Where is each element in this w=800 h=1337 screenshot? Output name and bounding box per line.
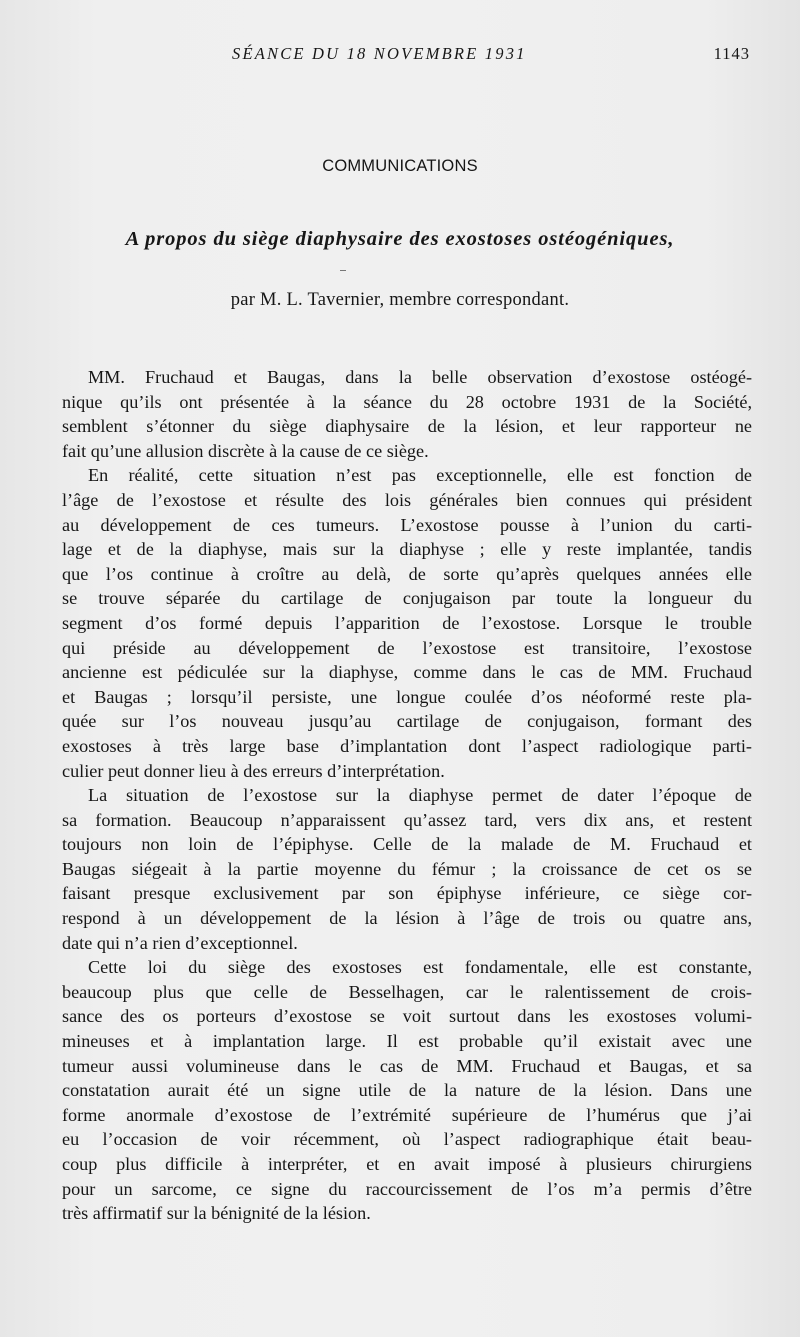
section-heading: COMMUNICATIONS: [322, 157, 478, 175]
text-line: fait qu’une allusion discrète à la cause de ce siège.: [62, 440, 429, 461]
text-line: se trouve séparée du cartilage de conjugaison par toute la longueur du: [62, 588, 752, 609]
text-line: culier peut donner lieu à des erreurs d’interprétation.: [62, 760, 445, 781]
text-line: tumeur aussi volumineuse dans le cas de MM. Fruchaud et Baugas, et sa: [62, 1055, 752, 1076]
text-line: faisant presque exclusivement par son épiphyse inférieure, ce siège cor-: [62, 883, 752, 904]
text-line: segment d’os formé depuis l’apparition de l’exostose. Lorsque le trouble: [62, 612, 752, 633]
text-line: En réalité, cette situation n’est pas exceptionnelle, elle est fonction de: [88, 465, 752, 486]
paragraph: [62, 463, 752, 783]
text-line: mineuses et à implantation large. Il est probable qu’il existait avec une: [62, 1031, 752, 1052]
paragraph: [62, 955, 752, 1226]
text-line: sa formation. Beaucoup n’apparaissent qu’assez tard, vers dix ans, et restent: [62, 809, 752, 830]
text-line: constatation aurait été un signe utile de la nature de la lésion. Dans une: [62, 1080, 752, 1101]
paragraph: [62, 365, 752, 463]
text-line: pour un sarcome, ce signe du raccourcissement de l’os m’a permis d’être: [62, 1178, 752, 1199]
text-line: forme anormale d’exostose de l’extrémité supérieure de l’humérus que j’ai: [62, 1104, 752, 1125]
paragraph: [62, 783, 752, 955]
text-line: coup plus difficile à interpréter, et en avait imposé à plusieurs chirurgiens: [62, 1154, 752, 1174]
text-line: que l’os continue à croître au delà, de sorte qu’après quelques années elle: [62, 563, 752, 584]
text-line: toujours non loin de l’épiphyse. Celle de la malade de M. Fruchaud et: [62, 834, 752, 855]
text-line: et Baugas ; lorsqu’il persiste, une longue coulée d’os néoformé reste pla-: [62, 686, 752, 707]
text-line: au développement de ces tumeurs. L’exostose pousse à l’union du carti-: [62, 514, 752, 535]
text-line: nique qu’ils ont présentée à la séance du 28 octobre 1931 de la Société,: [62, 391, 752, 412]
text-line: semblent s’étonner du siège diaphysaire de la lésion, et leur rapporteur ne: [62, 416, 752, 437]
text-line: très affirmatif sur la bénignité de la lésion.: [62, 1203, 371, 1224]
text-line: MM. Fruchaud et Baugas, dans la belle observation d’exostose ostéogé-: [88, 367, 752, 387]
text-line: La situation de l’exostose sur la diaphyse permet de dater l’époque de: [88, 785, 752, 806]
text-line: lage et de la diaphyse, mais sur la diaphyse ; elle y reste implantée, tandis: [62, 539, 752, 560]
author-byline: par M. L. Tavernier, membre correspondant.: [230, 290, 570, 310]
running-title: SÉANCE DU 18 NOVEMBRE 1931: [232, 44, 527, 63]
text-line: eu l’occasion de voir récemment, où l’aspect radiographique était beau-: [62, 1129, 752, 1150]
page-number: 1143: [713, 44, 750, 63]
text-line: ancienne est pédiculée sur la diaphyse, comme dans le cas de MM. Fruchaud: [62, 662, 752, 683]
text-line: quée sur l’os nouveau jusqu’au cartilage de conjugaison, formant des: [62, 711, 752, 732]
text-line: respond à un développement de la lésion à l’âge de trois ou quatre ans,: [62, 908, 752, 929]
text-line: qui préside au développement de l’exostose est transitoire, l’exostose: [62, 637, 752, 658]
text-line: l’âge de l’exostose et résulte des lois générales bien connues qui président: [62, 489, 752, 510]
text-line: Baugas siégeait à la partie moyenne du fémur ; la croissance de cet os se: [62, 858, 752, 879]
text-line: sance des os porteurs d’exostose se voit surtout dans les exostoses volumi-: [62, 1006, 752, 1027]
text-line: exostoses à très large base d’implantation dont l’aspect radiologique parti-: [62, 735, 752, 756]
article-title: A propos du siège diaphysaire des exostoses ostéogéniques,: [125, 228, 675, 250]
article-body: [62, 365, 752, 1226]
text-line: beaucoup plus que celle de Besselhagen, car le ralentissement de crois-: [62, 981, 752, 1002]
title-separator: [340, 270, 346, 271]
text-line: date qui n’a rien d’exceptionnel.: [62, 932, 298, 953]
text-line: Cette loi du siège des exostoses est fondamentale, elle est constante,: [88, 957, 752, 978]
running-head: [0, 44, 800, 68]
